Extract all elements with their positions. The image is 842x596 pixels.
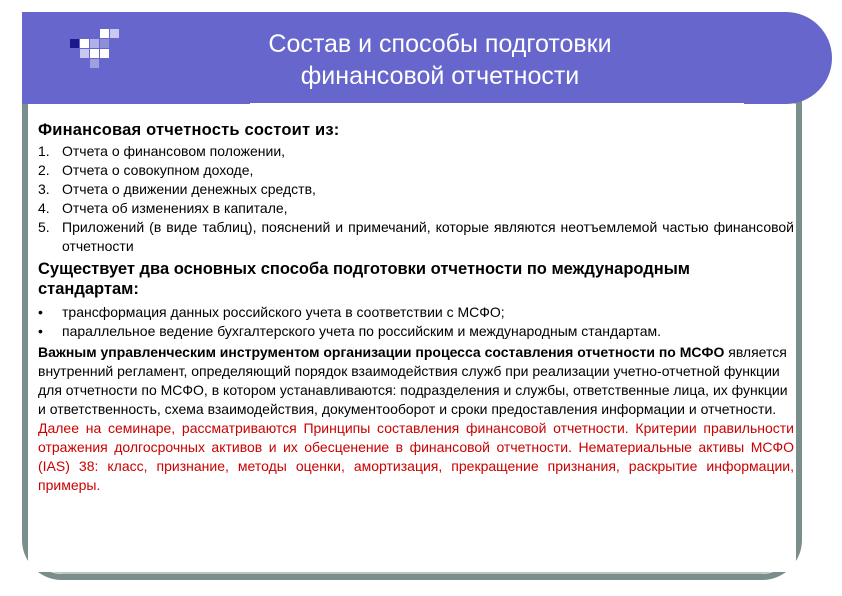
checker-logo-icon bbox=[70, 25, 120, 75]
title-line-2: финансовой отчетности bbox=[300, 62, 580, 90]
list-item-text: параллельное ведение бухгалтерского учета по российским и международным стандартам. bbox=[62, 323, 662, 339]
bullet-icon: • bbox=[38, 304, 43, 320]
list-item bbox=[38, 161, 794, 180]
list-item-text: Приложений (в виде таблиц), пояснений и примечаний, которые являются неотъемлемой частью финансовой отчетности bbox=[62, 219, 794, 254]
list-number: 1. bbox=[38, 143, 50, 159]
page-title bbox=[170, 28, 710, 92]
list-item bbox=[38, 303, 794, 322]
list-number: 4. bbox=[38, 200, 50, 216]
section2-heading: Существует два основных способа подготовки отчетности по международным стандартам: bbox=[38, 260, 690, 298]
title-underline bbox=[250, 103, 744, 105]
list-item-text: трансформация данных российского учета в соответствии с МСФО; bbox=[62, 304, 505, 320]
regulation-bold: Важным управленческим инструментом организации процесса составления отчетности по МСФО bbox=[38, 344, 725, 360]
list-number: 5. bbox=[38, 219, 50, 235]
statements-list bbox=[38, 142, 794, 256]
list-item bbox=[38, 142, 794, 161]
section1-heading: Финансовая отчетность состоит из: bbox=[38, 121, 340, 139]
list-item-text: Отчета о движении денежных средств, bbox=[62, 181, 316, 197]
list-item-text: Отчета о финансовом положении, bbox=[62, 143, 286, 159]
list-item-text: Отчета о совокупном доходе, bbox=[62, 162, 254, 178]
list-item-text: Отчета об изменениях в капитале, bbox=[62, 200, 288, 216]
bullet-icon: • bbox=[38, 323, 43, 339]
methods-list bbox=[38, 303, 794, 341]
list-item bbox=[38, 180, 794, 199]
list-number: 3. bbox=[38, 181, 50, 197]
regulation-rest: является внутренний регламент, определяющий порядок взаимодействия служб при реализации учетно-отчетной функции для отчетности по МСФО, в котором устанавливаются: подразделения и службы, ответственные лица, их функции и ответственность, схема взаимодействия, документооборот и сроки предоставления информации и отчетности. bbox=[38, 344, 788, 417]
title-line-1: Состав и способы подготовки bbox=[268, 30, 612, 58]
list-number: 2. bbox=[38, 162, 50, 178]
list-item bbox=[38, 322, 794, 341]
list-item bbox=[38, 199, 794, 218]
slide-body bbox=[38, 120, 794, 495]
regulation-paragraph bbox=[38, 343, 794, 419]
seminar-paragraph: Далее на семинаре, рассматриваются Принципы составления финансовой отчетности. Критерии правильности отражения долгосрочных активов и их обесценение в финансовой отчетности. Нематериальные активы МСФО (IAS) 38: класс, признание, методы оценки, амортизация, прекращение признания, раскрытие информации, примеры. bbox=[38, 420, 794, 493]
list-item bbox=[38, 218, 794, 256]
